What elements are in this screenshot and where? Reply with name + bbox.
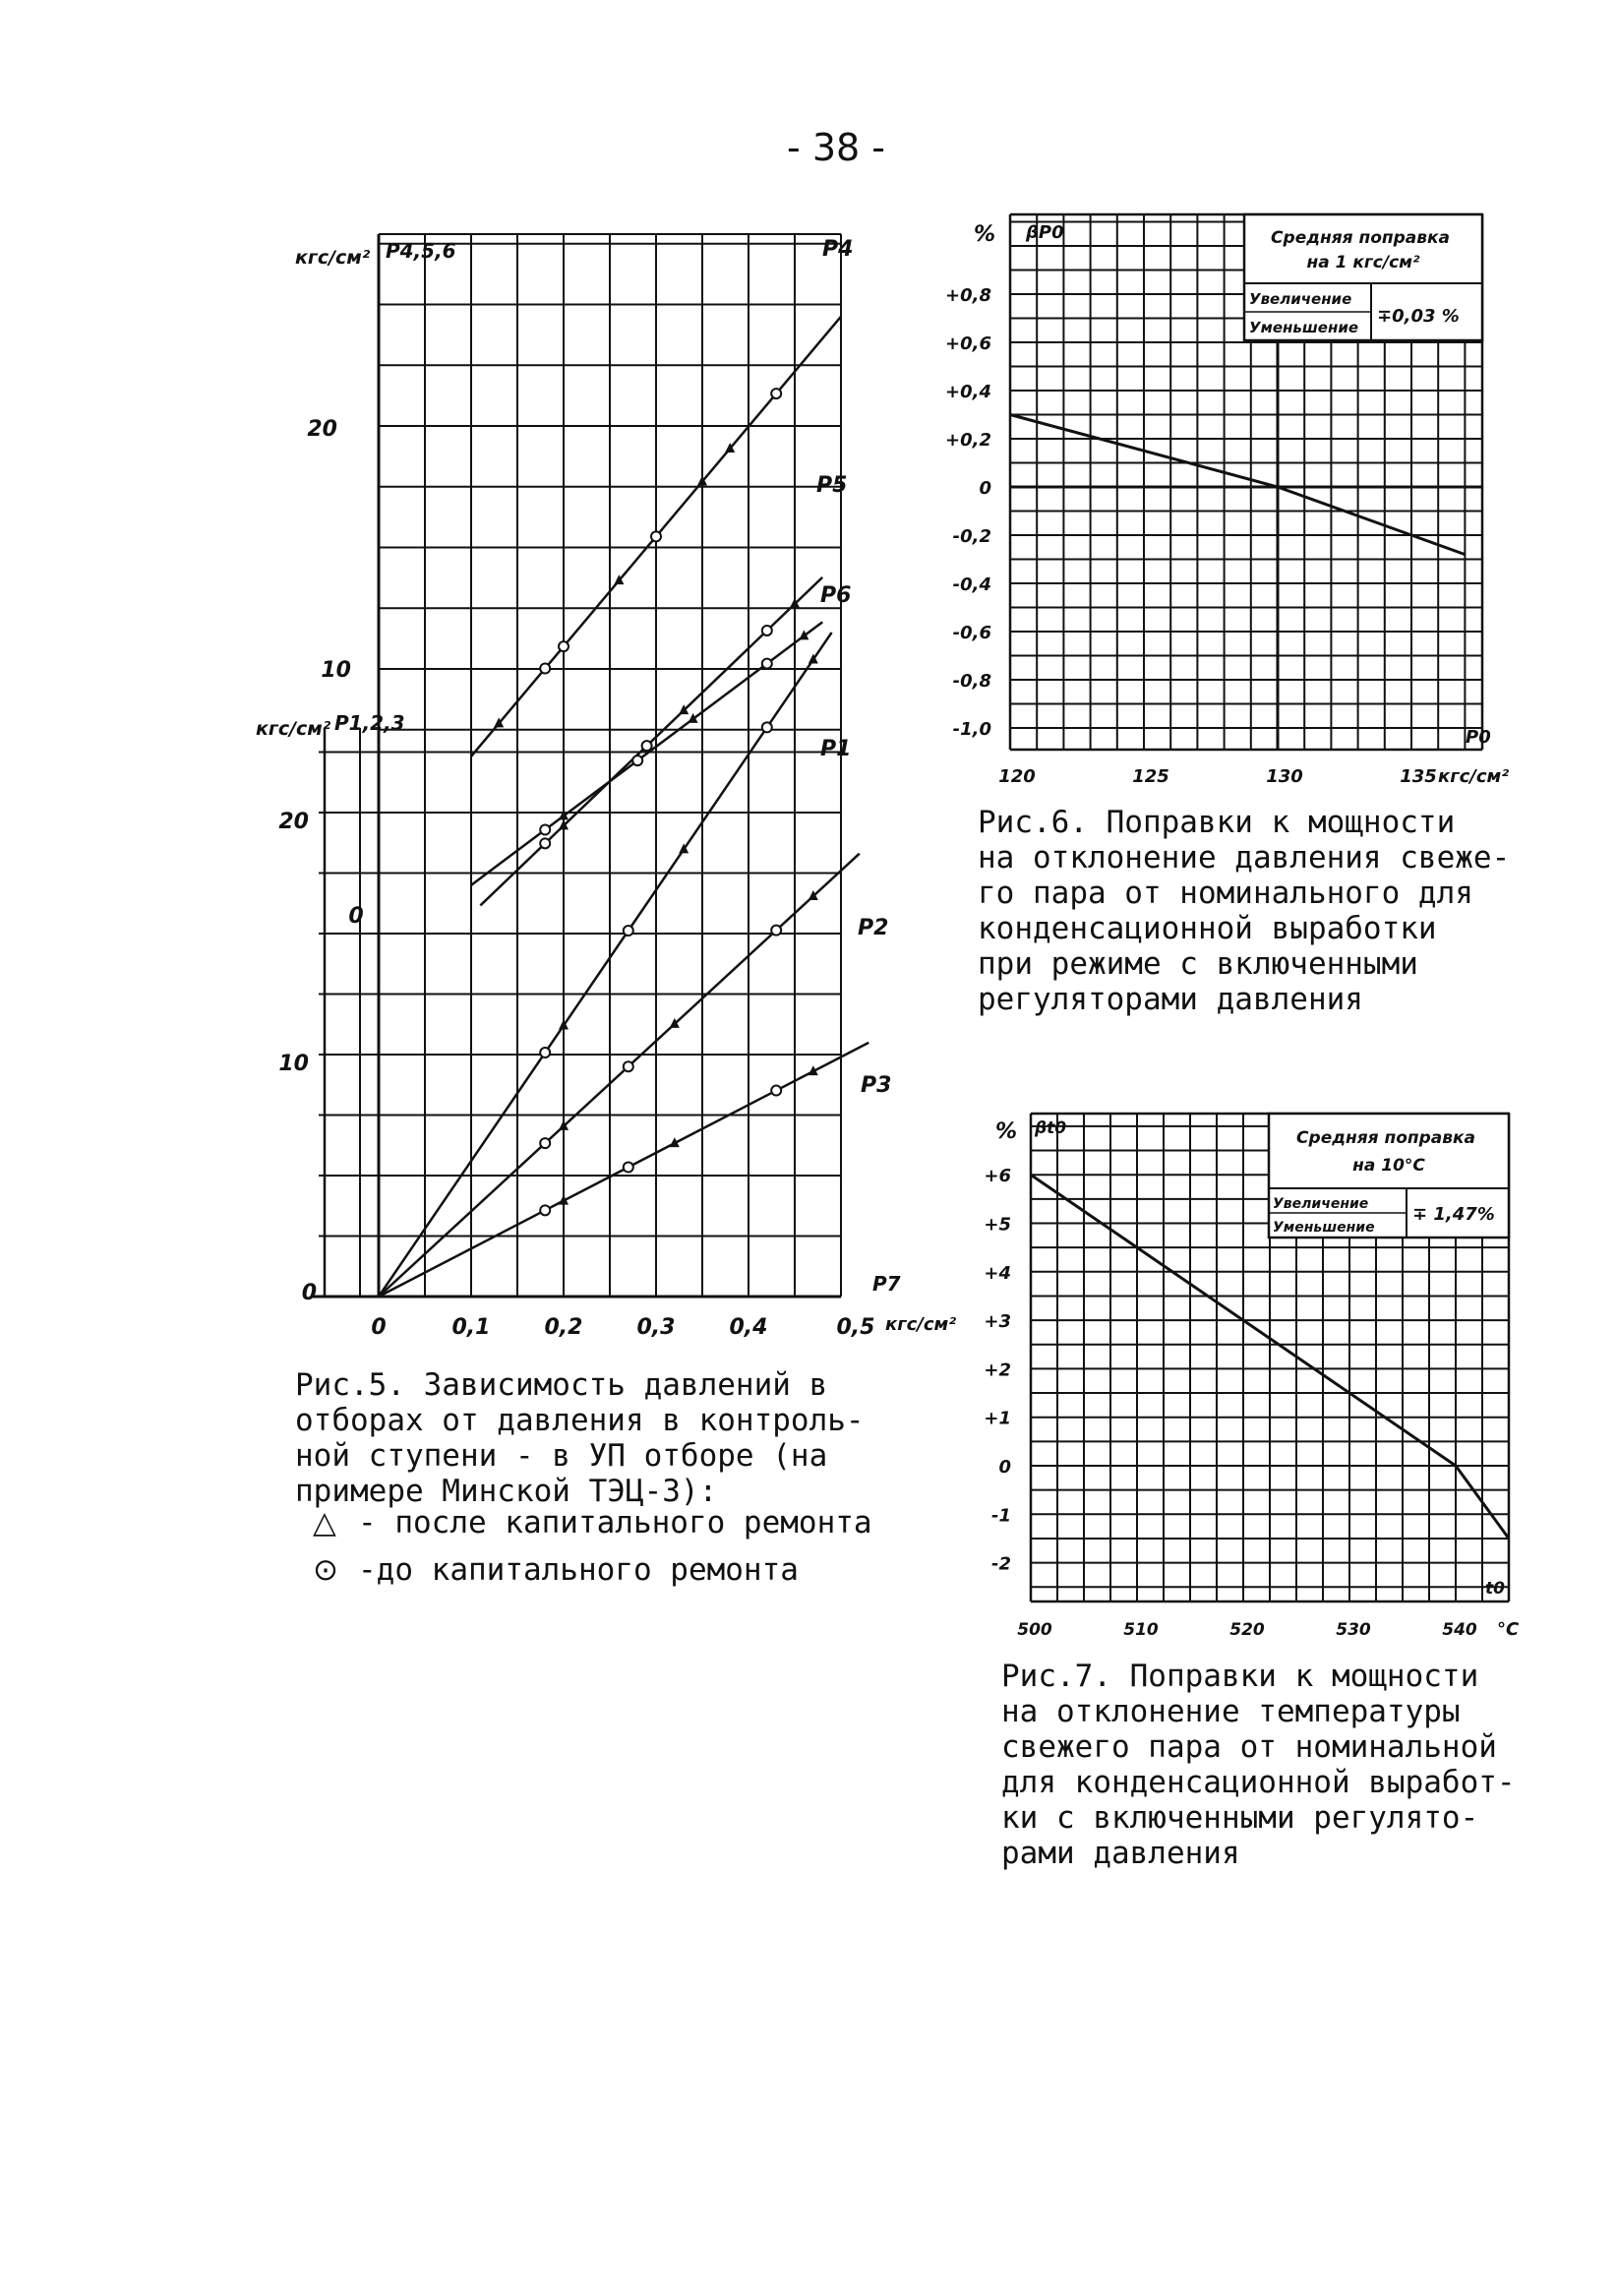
fig6-y-tick-label: -0,2 bbox=[952, 526, 991, 547]
fig7-y-tick-label: +1 bbox=[984, 1408, 1011, 1429]
fig6-y-axis-name: βP0 bbox=[1026, 222, 1064, 243]
fig6-y-tick-label: -0,6 bbox=[952, 623, 991, 643]
fig5-caption: Рис.5. Зависимость давлений в отборах от давления в контроль- ной ступени - в УП отборе (на примере Минской ТЭЦ-3): bbox=[295, 1367, 865, 1509]
fig5-lower-tick-20: 20 bbox=[278, 810, 309, 834]
fig7-y-tick-label: -2 bbox=[991, 1553, 1011, 1575]
fig6-x-unit: кгс/см² bbox=[1438, 766, 1510, 787]
fig5-legend-triangle-text: - после капитального ремонта bbox=[358, 1505, 872, 1541]
fig5-label-p3: P3 bbox=[861, 1073, 892, 1098]
fig7-box-increase: Увеличение bbox=[1273, 1196, 1369, 1212]
fig6-box-title: Средняя поправка на 1 кгс/см² bbox=[1271, 228, 1451, 272]
fig6-box-decrease: Уменьшение bbox=[1249, 319, 1358, 336]
fig6-x-tick-label: 135 bbox=[1400, 766, 1437, 787]
triangle-marker-icon: △ bbox=[313, 1505, 336, 1541]
fig6-y-tick-label: -0,8 bbox=[952, 671, 991, 692]
fig5-label-p6: P6 bbox=[820, 583, 852, 608]
fig5-upper-tick-10: 10 bbox=[321, 658, 351, 683]
fig7-y-axis-name: βt0 bbox=[1035, 1118, 1067, 1138]
fig5-lower-tick-0: 0 bbox=[301, 1281, 317, 1305]
fig7-y-ticks bbox=[984, 1166, 1011, 1574]
fig7-x-tick-label: 540 bbox=[1442, 1620, 1477, 1640]
fig7-x-unit: °C bbox=[1497, 1619, 1520, 1640]
fig7-x-tick-label: 500 bbox=[1017, 1620, 1052, 1640]
fig7-x-tick-label: 510 bbox=[1123, 1620, 1159, 1640]
fig7-caption: Рис.7. Поправки к мощности на отклонение температуры свежего пара от номинальной для конденсационной выработ- ки с включенными регулято- рами давления bbox=[1001, 1659, 1516, 1871]
fig6-y-tick-label: -1,0 bbox=[952, 719, 991, 740]
fig5-x-tick-0-2: 0,2 bbox=[544, 1315, 583, 1340]
fig5-inner-tick-0: 0 bbox=[348, 904, 364, 929]
fig7-y-tick-label: +3 bbox=[984, 1311, 1011, 1333]
fig7-y-unit: % bbox=[995, 1119, 1018, 1144]
fig6-box-increase: Увеличение bbox=[1249, 290, 1352, 308]
fig6-y-unit: % bbox=[974, 222, 996, 247]
fig5-label-p2: P2 bbox=[858, 916, 889, 940]
fig7-box-title: Средняя поправка на 10°C bbox=[1296, 1128, 1476, 1176]
fig6-y-tick-label: +0,4 bbox=[945, 382, 991, 402]
fig5-label-p1: P1 bbox=[820, 737, 852, 761]
fig7-x-ticks bbox=[1017, 1620, 1477, 1640]
fig5-x-axis-name: P7 bbox=[872, 1272, 901, 1296]
fig6-x-tick-label: 120 bbox=[998, 766, 1036, 787]
fig6-box-value: ∓0,03 % bbox=[1377, 306, 1460, 327]
fig5-x-tick-0-1: 0,1 bbox=[451, 1315, 491, 1340]
fig5-x-tick-0-3: 0,3 bbox=[636, 1315, 676, 1340]
fig6-x-axis-name: P0 bbox=[1466, 727, 1491, 748]
fig5-label-p5: P5 bbox=[816, 473, 848, 498]
fig5-x-unit: кгс/см² bbox=[885, 1314, 957, 1335]
fig6-y-tick-label: +0,8 bbox=[945, 285, 991, 306]
fig5-x-tick-0-5: 0,5 bbox=[836, 1315, 875, 1340]
fig7-y-tick-label: +4 bbox=[984, 1262, 1011, 1284]
fig5-x-tick-0-4: 0,4 bbox=[729, 1315, 768, 1340]
fig5-upper-tick-20: 20 bbox=[307, 417, 337, 442]
fig6-y-tick-label: +0,2 bbox=[945, 430, 991, 451]
fig7-y-tick-label: +5 bbox=[984, 1214, 1011, 1236]
fig6-caption: Рис.6. Поправки к мощности на отклонение давления свеже- го пара от номинального для конденсационной выработки при режиме с включенными регуляторами давления bbox=[978, 805, 1511, 1017]
fig6-y-tick-label: +0,6 bbox=[945, 333, 991, 354]
fig5-x-tick-0: 0 bbox=[371, 1315, 387, 1340]
fig5-lower-axis-name: P1,2,3 bbox=[334, 711, 405, 735]
fig5-legend-circle-text: -до капитального ремонта bbox=[358, 1552, 799, 1588]
fig7-y-tick-label: +2 bbox=[984, 1359, 1011, 1381]
fig5-upper-axis-name: P4,5,6 bbox=[386, 239, 456, 263]
fig7-y-tick-label: 0 bbox=[998, 1457, 1011, 1478]
fig5-label-p4: P4 bbox=[822, 237, 854, 262]
fig5-lower-tick-10: 10 bbox=[278, 1052, 309, 1076]
fig6-y-tick-label: -0,4 bbox=[952, 574, 991, 595]
fig7-y-tick-label: +6 bbox=[984, 1166, 1011, 1187]
fig7-x-tick-label: 530 bbox=[1336, 1620, 1371, 1640]
page-number: - 38 - bbox=[787, 126, 885, 169]
fig7-x-tick-label: 520 bbox=[1229, 1620, 1265, 1640]
fig7-y-tick-label: -1 bbox=[991, 1505, 1011, 1527]
fig6-x-tick-label: 125 bbox=[1132, 766, 1169, 787]
fig5-upper-unit: кгс/см² bbox=[295, 247, 371, 269]
fig5-lower-unit: кгс/см² bbox=[256, 718, 331, 740]
fig6-y-tick-label: 0 bbox=[979, 478, 991, 499]
fig6-x-tick-label: 130 bbox=[1266, 766, 1303, 787]
fig7-box-value: ∓ 1,47% bbox=[1412, 1204, 1495, 1225]
fig7-box-decrease: Уменьшение bbox=[1273, 1220, 1375, 1236]
circle-marker-icon: ⊙ bbox=[313, 1552, 338, 1588]
fig7-x-axis-name: t0 bbox=[1485, 1579, 1505, 1599]
